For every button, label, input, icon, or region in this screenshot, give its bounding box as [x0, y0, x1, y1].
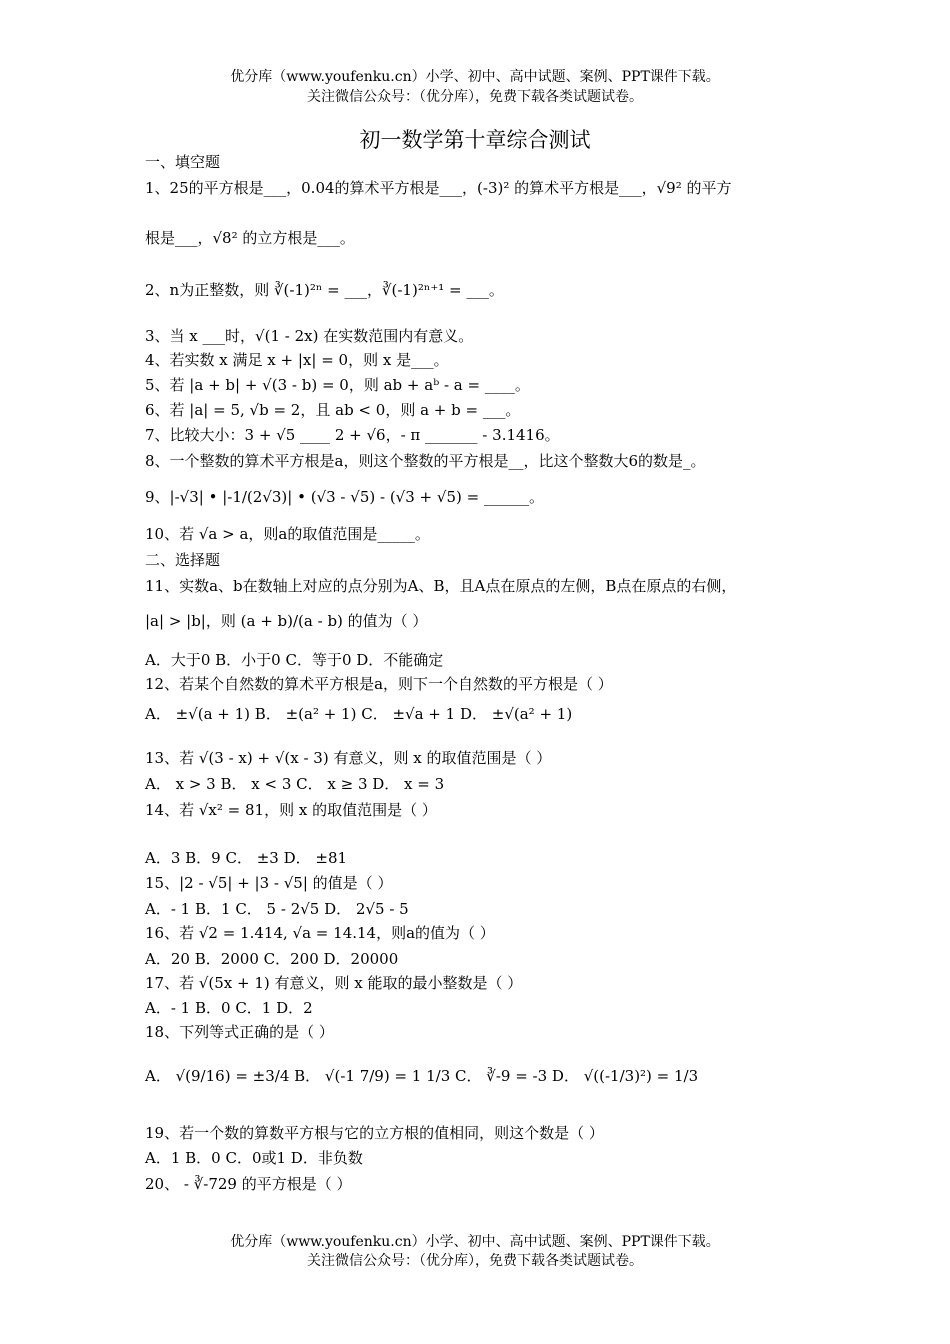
question-13: 13、若 √(3 - x) + √(x - 3) 有意义，则 x 的取值范围是（ ）: [145, 749, 552, 767]
footer-line-1: 优分库（www.youfenku.cn）小学、初中、高中试题、案例、PPT课件下载。: [230, 1234, 720, 1250]
question-19: 19、若一个数的算数平方根与它的立方根的值相同，则这个数是（ ）: [145, 1124, 604, 1142]
options-16: A．20 B．2000 C．200 D．20000: [145, 950, 399, 968]
question-5: 5、若 |a + b| + √(3 - b) = 0，则 ab + aᵇ - a = ____。: [145, 376, 530, 394]
options-17: A．- 1 B．0 C．1 D．2: [145, 999, 313, 1017]
section-fill-in: 一、填空题: [145, 153, 221, 171]
options-13: A． x > 3 B． x < 3 C． x ≥ 3 D． x = 3: [145, 775, 445, 793]
question-4: 4、若实数 x 满足 x + |x| = 0，则 x 是___。: [145, 351, 449, 369]
question-8: 8、一个整数的算术平方根是a，则这个整数的平方根是__，比这个整数大6的数是_。: [145, 452, 706, 470]
page-title: 初一数学第十章综合测试: [359, 128, 591, 152]
options-19: A．1 B．0 C．0或1 D．非负数: [145, 1149, 363, 1167]
question-18: 18、下列等式正确的是（ ）: [145, 1023, 334, 1041]
header-line-1: 优分库（www.youfenku.cn）小学、初中、高中试题、案例、PPT课件下载。: [230, 69, 720, 85]
question-2: 2、n为正整数，则 ∛(-1)²ⁿ = ___，∛(-1)²ⁿ⁺¹ = ___。: [145, 281, 504, 299]
footer-line-2: 关注微信公众号：（优分库），免费下载各类试题试卷。: [307, 1253, 643, 1269]
question-14: 14、若 √x² = 81，则 x 的取值范围是（ ）: [145, 801, 437, 819]
question-6: 6、若 |a| = 5, √b = 2，且 ab < 0，则 a + b = ___。: [145, 401, 521, 419]
question-3: 3、当 x ___时，√(1 - 2x) 在实数范围内有意义。: [145, 327, 474, 345]
question-1: 1、25的平方根是___，0.04的算术平方根是___，(-3)² 的算术平方根是___，√9² 的平方: [145, 179, 732, 197]
options-15: A．- 1 B．1 C． 5 - 2√5 D． 2√5 - 5: [145, 900, 409, 918]
question-1-cont: 根是___，√8² 的立方根是___。: [145, 229, 355, 247]
options-14: A．3 B．9 C． ±3 D． ±81: [145, 849, 348, 867]
question-11: 11、实数a、b在数轴上对应的点分别为A、B，且A点在原点的左侧，B点在原点的右侧，: [145, 577, 737, 595]
header-line-2: 关注微信公众号：（优分库），免费下载各类试题试卷。: [307, 89, 643, 105]
question-15: 15、|2 - √5| + |3 - √5| 的值是（ ）: [145, 874, 393, 892]
question-7: 7、比较大小：3 + √5 ____ 2 + √6，- π _______ - 3.1416。: [145, 426, 560, 444]
options-12: A． ±√(a + 1) B． ±(a² + 1) C． ±√a + 1 D． ±√(a² + 1): [145, 705, 573, 723]
question-11-cont: |a| > |b|，则 (a + b)/(a - b) 的值为（ ）: [145, 612, 428, 630]
question-16: 16、若 √2 = 1.414, √a = 14.14，则a的值为（ ）: [145, 924, 495, 942]
section-choice: 二、选择题: [145, 551, 221, 569]
question-10: 10、若 √a > a，则a的取值范围是_____。: [145, 525, 430, 543]
question-12: 12、若某个自然数的算术平方根是a，则下一个自然数的平方根是（ ）: [145, 675, 613, 693]
options-18: A． √(9/16) = ±3/4 B． √(-1 7/9) = 1 1/3 C． ∛-9 = -3 D． √((-1/3)²) = 1/3: [145, 1067, 699, 1085]
question-9: 9、|-√3| • |-1/(2√3)| • (√3 - √5) - (√3 + √5) = ______。: [145, 488, 544, 506]
question-17: 17、若 √(5x + 1) 有意义，则 x 能取的最小整数是（ ）: [145, 974, 523, 992]
question-20: 20、 - ∛-729 的平方根是（ ）: [145, 1175, 352, 1193]
options-11: A．大于0 B．小于0 C．等于0 D．不能确定: [145, 651, 444, 669]
